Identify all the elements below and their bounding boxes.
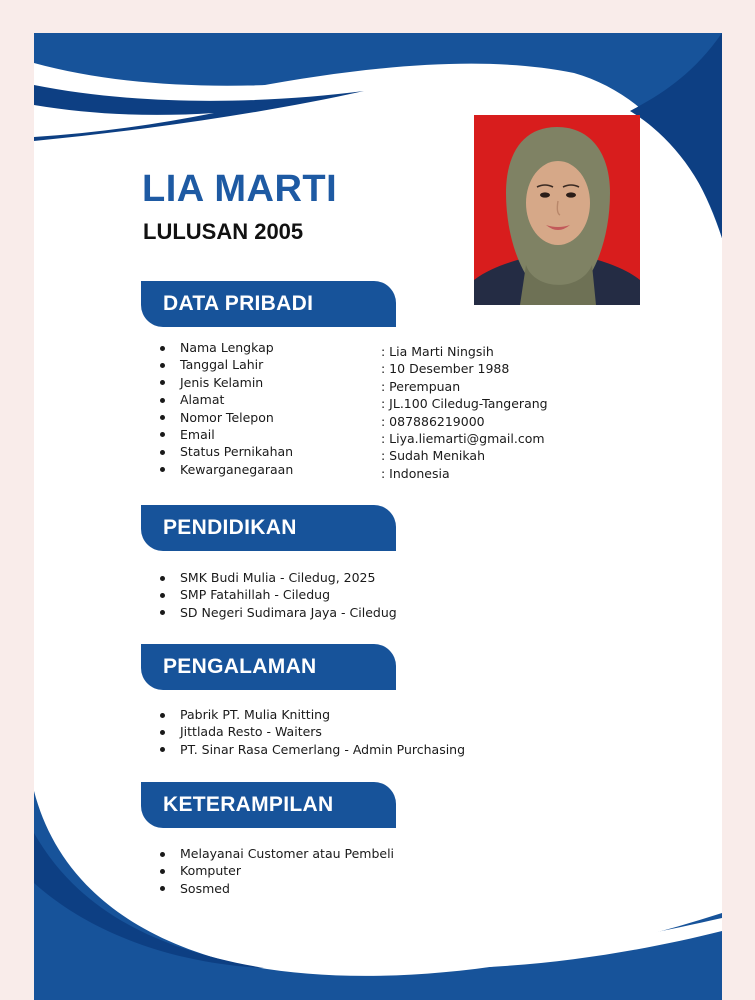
list-item: Pabrik PT. Mulia Knitting	[150, 706, 465, 723]
value-email: : Liya.liemarti@gmail.com	[381, 430, 545, 446]
cv-page	[34, 33, 722, 1000]
list-item: SD Negeri Sudimara Jaya - Ciledug	[150, 604, 397, 621]
label-email: Email	[150, 426, 293, 443]
personal-data-labels	[150, 339, 293, 478]
value-tanggal-lahir: : 10 Desember 1988	[381, 361, 510, 377]
label-nomor-telepon: Nomor Telepon	[150, 409, 293, 426]
value-alamat: : JL.100 Ciledug-Tangerang	[381, 396, 548, 412]
value-nama-lengkap: : Lia Marti Ningsih	[381, 344, 494, 359]
profile-photo	[474, 115, 640, 305]
list-item: Melayanai Customer atau Pembeli	[150, 845, 394, 862]
label-jenis-kelamin: Jenis Kelamin	[150, 374, 293, 391]
label-alamat: Alamat	[150, 391, 293, 408]
section-header-pengalaman: PENGALAMAN	[141, 644, 396, 690]
experience-list	[150, 706, 465, 758]
section-header-data-pribadi: DATA PRIBADI	[141, 281, 396, 327]
profile-photo-illustration	[474, 115, 640, 305]
list-item: SMK Budi Mulia - Ciledug, 2025	[150, 569, 397, 586]
label-status-pernikahan: Status Pernikahan	[150, 443, 293, 460]
skills-list	[150, 845, 394, 897]
personal-data-values	[381, 343, 548, 482]
section-header-pendidikan: PENDIDIKAN	[141, 505, 396, 551]
education-list	[150, 569, 397, 621]
list-item: Komputer	[150, 862, 394, 879]
list-item: SMP Fatahillah - Ciledug	[150, 586, 397, 603]
value-kewarganegaraan: : Indonesia	[381, 465, 450, 481]
value-nomor-telepon: : 087886219000	[381, 413, 485, 429]
person-name: LIA MARTI	[142, 168, 338, 210]
value-status-pernikahan: : Sudah Menikah	[381, 448, 486, 464]
list-item: Jittlada Resto - Waiters	[150, 723, 465, 740]
section-header-keterampilan: KETERAMPILAN	[141, 782, 396, 828]
label-tanggal-lahir: Tanggal Lahir	[150, 356, 293, 373]
list-item: Sosmed	[150, 880, 394, 897]
list-item: PT. Sinar Rasa Cemerlang - Admin Purchasing	[150, 741, 465, 758]
label-nama-lengkap: Nama Lengkap	[150, 339, 293, 356]
label-kewarganegaraan: Kewarganegaraan	[150, 461, 293, 478]
value-jenis-kelamin: : Perempuan	[381, 378, 461, 394]
subtitle: LULUSAN 2005	[143, 219, 304, 244]
